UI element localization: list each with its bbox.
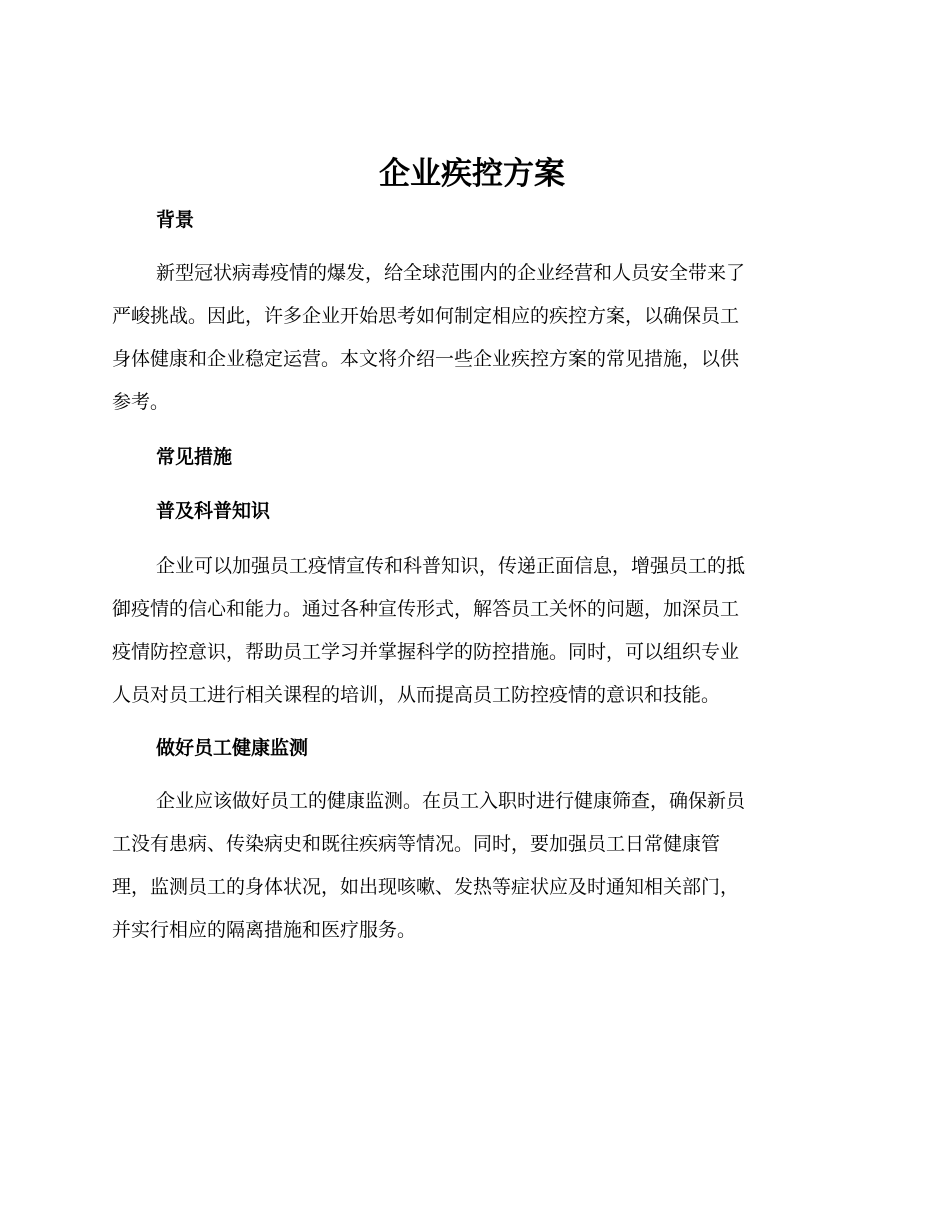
section-heading-background: 背景 (156, 209, 195, 231)
document-title: 企业疾控方案 (379, 156, 565, 192)
section-paragraph-background (112, 252, 832, 424)
paragraph-line: 身体健康和企业稳定运营。本文将介绍一些企业疾控方案的常见措施，以供 (112, 348, 740, 370)
section-heading-common-measures: 常见措施 (156, 446, 233, 468)
paragraph-line: 御疫情的信心和能力。通过各种宣传形式，解答员工关怀的问题，加深员工 (112, 598, 740, 620)
paragraph-line: 参考。 (112, 391, 170, 413)
paragraph-line: 并实行相应的隔离措施和医疗服务。 (112, 919, 417, 941)
paragraph-line: 工没有患病、传染病史和既往疾病等情况。同时，要加强员工日常健康管 (112, 833, 721, 855)
paragraph-line: 企业可以加强员工疫情宣传和科普知识，传递正面信息，增强员工的抵 (156, 555, 746, 577)
section-heading-health-monitoring: 做好员工健康监测 (156, 737, 309, 759)
paragraph-line: 疫情防控意识，帮助员工学习并掌握科学的防控措施。同时，可以组织专业 (112, 641, 740, 663)
paragraph-line: 新型冠状病毒疫情的爆发，给全球范围内的企业经营和人员安全带来了 (156, 262, 746, 284)
section-paragraph-health-monitoring (112, 780, 832, 952)
section-heading-science-knowledge: 普及科普知识 (156, 500, 271, 522)
paragraph-line: 严峻挑战。因此，许多企业开始思考如何制定相应的疾控方案，以确保员工 (112, 305, 740, 327)
section-paragraph-science-knowledge (112, 545, 832, 717)
paragraph-line: 企业应该做好员工的健康监测。在员工入职时进行健康筛查，确保新员 (156, 790, 746, 812)
paragraph-line: 理，监测员工的身体状况，如出现咳嗽、发热等症状应及时通知相关部门， (112, 876, 740, 898)
paragraph-line: 人员对员工进行相关课程的培训，从而提高员工防控疫情的意识和技能。 (112, 684, 721, 706)
